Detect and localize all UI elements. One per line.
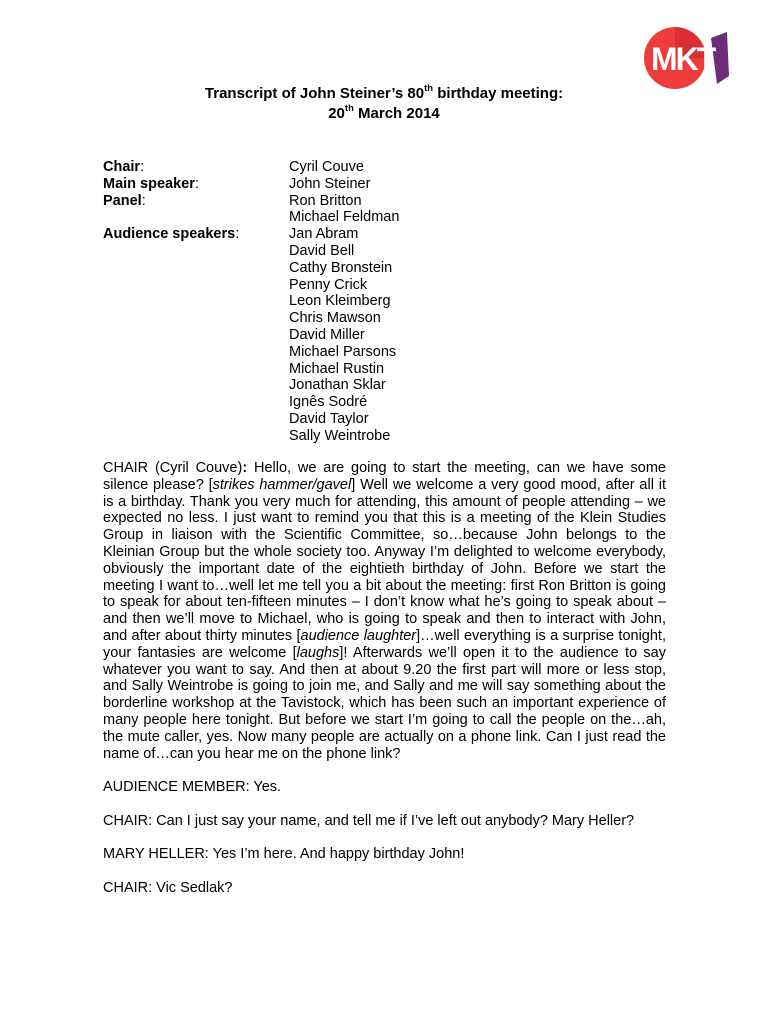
participant-role: Chair: [103, 159, 145, 175]
transcript-text: CHAIR: Can I just say your name, and tell me if I’ve left out anybody? Mary Heller? [103, 812, 635, 829]
participant-role-label: Panel [103, 192, 142, 209]
transcript-paragraph [103, 880, 666, 897]
transcript-text: CHAIR (Cyril Couve) [103, 460, 243, 476]
participant-name: Jonathan Sklar [289, 377, 386, 394]
title-line-2-ordinal: th [344, 103, 354, 114]
title-line-1-suffix: birthday meeting: [433, 85, 564, 102]
title-line-1-prefix: Transcript of John Steiner’s 80 [204, 85, 425, 102]
stage-direction: laughs [296, 644, 340, 661]
document-title [0, 84, 768, 124]
title-line-2 [0, 104, 768, 124]
logo-text: MKT [651, 41, 715, 77]
transcript-paragraph [103, 779, 666, 796]
participant-role-label: Audience speakers [103, 226, 236, 243]
participant-names [289, 193, 399, 227]
participant-name: John Steiner [289, 175, 371, 192]
transcript-text: CHAIR: Vic Sedlak? [103, 879, 233, 896]
mkt-logo-graphic [641, 26, 733, 90]
transcript-text: ]…well everything is a surprise tonight, your fantasies are welcome [ [103, 627, 666, 661]
participant-role-label: Main speaker [103, 175, 195, 192]
participant-group [103, 193, 663, 227]
participant-role: Audience speakers: [103, 226, 240, 243]
transcript-paragraph [103, 460, 666, 762]
participant-name: Ignês Sodré [289, 394, 368, 411]
participant-name: Sally Weintrobe [289, 427, 391, 444]
title-line-2-prefix: 20 [328, 105, 345, 122]
transcript-text: ]! Afterwards we’ll open it to the audience to say whatever you want to say. And then at about 9.20 the first part will more or less stop, and Sally Weintrobe is going to join me, and Sally and me will say something about the borderline workshop at the Tavistock, which has been such an important experience of many people here tonight. But before we start I’m going to call the people on the…ah, the mute caller, yes. Now many people are actually on a phone link. Can I just read the name of…can you hear me on the phone link? [103, 644, 666, 762]
participant-name: Penny Crick [289, 276, 368, 293]
participant-name: David Miller [289, 326, 365, 343]
participant-group [103, 226, 663, 444]
stage-direction: audience laughter [300, 627, 417, 644]
participant-names [289, 226, 396, 444]
transcript-paragraph [103, 846, 666, 863]
participant-role-label: Chair [103, 159, 141, 175]
participant-name: Jan Abram [289, 226, 359, 243]
title-line-1 [0, 84, 768, 104]
participant-name: Ron Britton [289, 192, 362, 209]
participant-name: David Bell [289, 242, 355, 259]
mkt-logo [641, 26, 733, 90]
participant-name: Cyril Couve [289, 159, 364, 175]
participant-role: Main speaker: [103, 175, 199, 192]
participant-group [103, 176, 663, 193]
transcript-text: AUDIENCE MEMBER: Yes. [103, 779, 282, 796]
title-line-2-suffix: March 2014 [353, 105, 440, 122]
participants-list [103, 159, 663, 445]
transcript-text: Hello, we are going to start the meeting, can we have some silence please? [ [103, 460, 666, 493]
transcript-paragraph [103, 813, 666, 830]
transcript-body [103, 460, 666, 914]
participant-role: Panel: [103, 192, 146, 209]
transcript-text: ] Well we welcome a very good mood, after all it is a birthday. Thank you very much for attending, this amount of people attending – we expected no less. I just want to remind you that this is a meeting of the Klein Studies Group in liaison with the Scientific Committee, so…because John belongs to the Kleinian Group but the whole society too. Anyway I’m delighted to welcome everybody, obviously the important date of the eightieth birthday of John. Before we start the meeting I want to…well let me tell you a bit about the meeting: first Ron Britton is going to speak for about ten-fifteen minutes – I don’t know what he’s going to speak about – and then we’ll move to Michael, who is going to speak and then to interact with John, and after about thirty minutes [ [103, 476, 667, 644]
participant-name: Chris Mawson [289, 310, 381, 327]
participant-names [289, 159, 364, 176]
participant-name: Leon Kleimberg [289, 293, 391, 310]
participant-name: Michael Feldman [289, 209, 400, 226]
title-line-1-ordinal: th [424, 83, 434, 94]
participant-name: Michael Rustin [289, 360, 385, 377]
transcript-text: MARY HELLER: Yes I’m here. And happy birthday John! [103, 846, 465, 863]
participant-name: David Taylor [289, 410, 369, 427]
participant-name: Michael Parsons [289, 343, 397, 360]
stage-direction: strikes hammer/gavel [212, 476, 352, 493]
participant-group [103, 159, 663, 176]
participant-name: Cathy Bronstein [289, 259, 393, 276]
participant-names [289, 176, 370, 193]
transcript-text: : [242, 460, 248, 476]
